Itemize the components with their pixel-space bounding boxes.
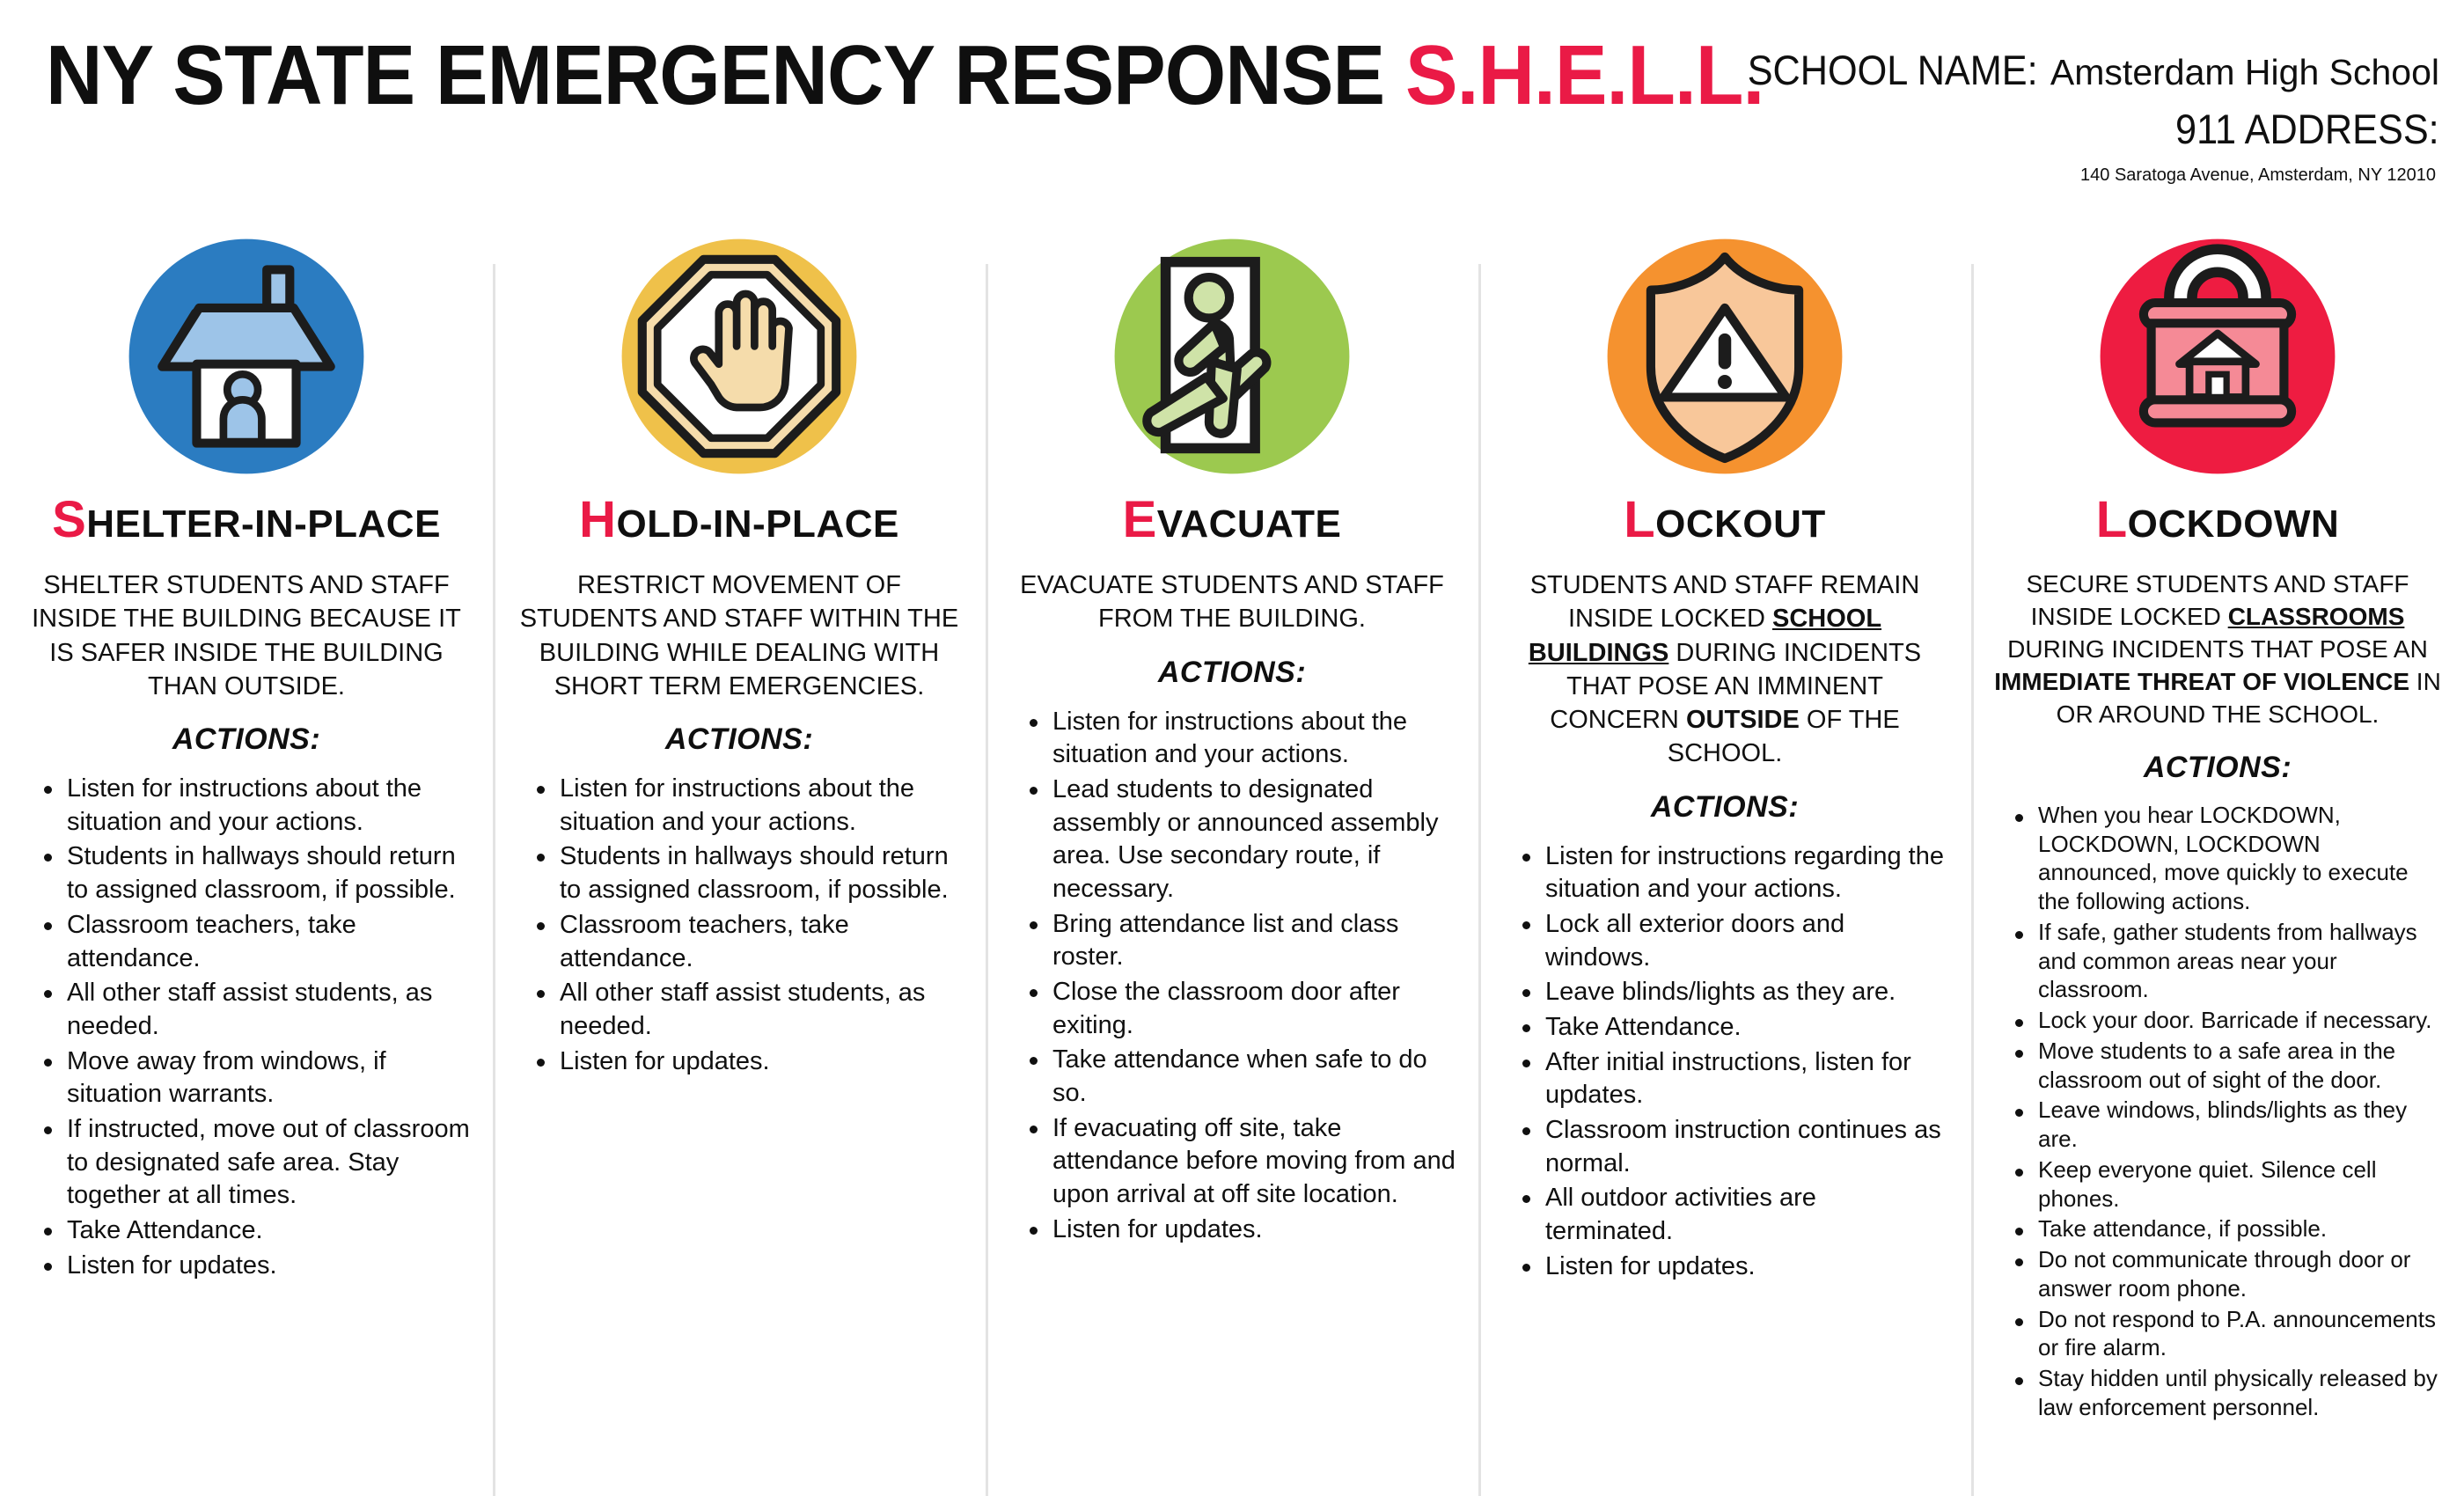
protocol-heading bbox=[52, 491, 441, 548]
address-value: 140 Saratoga Avenue, Amsterdam, NY 12010 bbox=[2080, 165, 2436, 185]
page-title bbox=[46, 28, 1764, 122]
protocol-description: EVACUATE STUDENTS AND STAFF FROM THE BUILDING. bbox=[1020, 571, 1444, 634]
school-name-label: SCHOOL NAME: bbox=[1747, 47, 2038, 93]
school-name-value: Amsterdam High School bbox=[2050, 52, 2439, 92]
list-item: Listen for instructions regarding the situation and your actions. bbox=[1517, 840, 1948, 906]
protocol-column-evacuate bbox=[986, 220, 1478, 1496]
protocol-heading bbox=[579, 491, 899, 548]
list-item: If safe, gather students from hallways and common areas near your classroom. bbox=[2010, 918, 2441, 1004]
protocol-column-shelter-in-place bbox=[0, 220, 493, 1496]
heading-capital: E bbox=[1122, 491, 1157, 548]
list-item: Keep everyone quiet. Silence cell phones. bbox=[2010, 1155, 2441, 1214]
list-item: Listen for updates. bbox=[39, 1250, 470, 1283]
list-item: Classroom teachers, take attendance. bbox=[532, 909, 963, 975]
list-item: When you hear LOCKDOWN, LOCKDOWN, LOCKDOWN announced, move quickly to execute the following actions. bbox=[2010, 801, 2441, 916]
actions-list bbox=[1008, 706, 1456, 1249]
title-main-text: NY STATE EMERGENCY RESPONSE bbox=[46, 28, 1405, 122]
list-item: Bring attendance list and class roster. bbox=[1024, 908, 1456, 974]
list-item: Take Attendance. bbox=[1517, 1011, 1948, 1045]
protocol-heading bbox=[1122, 491, 1342, 548]
protocol-column-hold-in-place bbox=[493, 220, 986, 1496]
school-info-block bbox=[1647, 46, 2439, 186]
list-item: Students in hallways should return to assigned classroom, if possible. bbox=[532, 840, 963, 906]
list-item: Do not respond to P.A. announcements or fire alarm. bbox=[2010, 1305, 2441, 1363]
heading-rest: OCKDOWN bbox=[2127, 502, 2340, 546]
shield-warning-icon bbox=[1597, 229, 1852, 484]
actions-label: ACTIONS: bbox=[1650, 789, 1800, 824]
protocol-description: SECURE STUDENTS AND STAFF INSIDE LOCKED CLASSROOMS DURING INCIDENTS THAT POSE AN IMMEDIATE THREAT OF VIOLENCE IN OR AROUND THE SCHOOL. bbox=[1994, 570, 2441, 728]
protocol-description: RESTRICT MOVEMENT OF STUDENTS AND STAFF WITHIN THE BUILDING WHILE DEALING WITH SHORT TERM EMERGENCIES. bbox=[519, 571, 959, 700]
heading-capital: S bbox=[52, 491, 87, 548]
list-item: Stay hidden until physically released by law enforcement personnel. bbox=[2010, 1364, 2441, 1422]
address-label: 911 ADDRESS: bbox=[2175, 106, 2439, 152]
protocol-column-lockout bbox=[1478, 220, 1971, 1496]
list-item: Lock all exterior doors and windows. bbox=[1517, 908, 1948, 974]
list-item: Do not communicate through door or answer room phone. bbox=[2010, 1245, 2441, 1303]
house-with-person-icon bbox=[119, 229, 374, 484]
heading-capital: L bbox=[2095, 491, 2128, 548]
heading-capital: L bbox=[1624, 491, 1656, 548]
list-item: Listen for updates. bbox=[1024, 1214, 1456, 1247]
title-shell-text: S.H.E.L.L. bbox=[1404, 28, 1764, 122]
list-item: If instructed, move out of classroom to designated safe area. Stay together at all times. bbox=[39, 1113, 470, 1213]
protocol-heading bbox=[2095, 491, 2340, 548]
list-item: All other staff assist students, as needed. bbox=[532, 977, 963, 1043]
list-item: Classroom teachers, take attendance. bbox=[39, 909, 470, 975]
heading-capital: H bbox=[579, 491, 617, 548]
list-item: Listen for instructions about the situation and your actions. bbox=[1024, 706, 1456, 772]
list-item: Lock your door. Barricade if necessary. bbox=[2010, 1006, 2441, 1035]
protocol-description: STUDENTS AND STAFF REMAIN INSIDE LOCKED SCHOOL BUILDINGS DURING INCIDENTS THAT POSE AN IMMINENT CONCERN OUTSIDE OF THE SCHOOL. bbox=[1528, 571, 1922, 768]
list-item: Leave blinds/lights as they are. bbox=[1517, 976, 1948, 1009]
actions-list bbox=[516, 773, 963, 1080]
list-item: Students in hallways should return to assigned classroom, if possible. bbox=[39, 840, 470, 906]
list-item: Classroom instruction continues as normal. bbox=[1517, 1114, 1948, 1180]
protocol-heading bbox=[1624, 491, 1826, 548]
list-item: Close the classroom door after exiting. bbox=[1024, 976, 1456, 1042]
school-name-row bbox=[1647, 46, 2439, 94]
list-item: Listen for instructions about the situation and your actions. bbox=[39, 773, 470, 839]
list-item: Take attendance when safe to do so. bbox=[1024, 1044, 1456, 1110]
actions-list bbox=[1994, 801, 2441, 1424]
protocol-columns bbox=[0, 220, 2464, 1496]
actions-list bbox=[1501, 840, 1948, 1286]
poster-header bbox=[0, 0, 2464, 220]
stop-sign-hand-icon bbox=[612, 229, 867, 484]
running-person-exit-icon bbox=[1104, 229, 1360, 484]
actions-label: ACTIONS: bbox=[664, 722, 814, 757]
list-item: All outdoor activities are terminated. bbox=[1517, 1182, 1948, 1248]
heading-rest: OLD-IN-PLACE bbox=[616, 502, 899, 546]
list-item: If evacuating off site, take attendance before moving from and upon arrival at off site location. bbox=[1024, 1112, 1456, 1212]
heading-rest: HELTER-IN-PLACE bbox=[86, 502, 441, 546]
list-item: Move students to a safe area in the classroom out of sight of the door. bbox=[2010, 1037, 2441, 1095]
actions-label: ACTIONS: bbox=[1157, 655, 1307, 689]
list-item: All other staff assist students, as needed. bbox=[39, 977, 470, 1043]
actions-list bbox=[23, 773, 470, 1284]
list-item: Take attendance, if possible. bbox=[2010, 1214, 2441, 1243]
heading-rest: VACUATE bbox=[1156, 502, 1342, 546]
list-item: Move away from windows, if situation warrants. bbox=[39, 1045, 470, 1111]
actions-label: ACTIONS: bbox=[2143, 750, 2292, 784]
list-item: Listen for updates. bbox=[1517, 1250, 1948, 1284]
protocol-description: SHELTER STUDENTS AND STAFF INSIDE THE BUILDING BECAUSE IT IS SAFER INSIDE THE BUILDING THAN OUTSIDE. bbox=[32, 571, 461, 700]
list-item: Take Attendance. bbox=[39, 1214, 470, 1248]
list-item: Leave windows, blinds/lights as they are. bbox=[2010, 1096, 2441, 1154]
list-item: Listen for updates. bbox=[532, 1045, 963, 1079]
protocol-column-lockdown bbox=[1971, 220, 2464, 1496]
list-item: After initial instructions, listen for updates. bbox=[1517, 1046, 1948, 1112]
list-item: Listen for instructions about the situation and your actions. bbox=[532, 773, 963, 839]
actions-label: ACTIONS: bbox=[172, 722, 321, 757]
padlock-house-icon bbox=[2090, 229, 2345, 484]
address-row bbox=[1647, 105, 2439, 153]
heading-rest: OCKOUT bbox=[1655, 502, 1826, 546]
list-item: Lead students to designated assembly or announced assembly area. Use secondary route, if necessary. bbox=[1024, 774, 1456, 906]
